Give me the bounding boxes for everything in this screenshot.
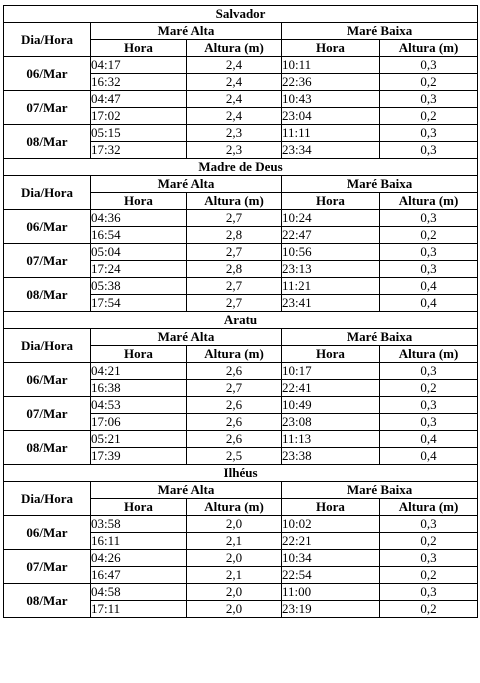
high-tide-height: 2,0: [187, 516, 282, 533]
high-tide-height: 2,0: [187, 601, 282, 618]
altura-header: Altura (m): [380, 346, 478, 363]
day-cell: 06/Mar: [4, 516, 91, 550]
tide-table: [3, 5, 478, 618]
high-tide-height: 2,4: [187, 57, 282, 74]
table-row: [4, 363, 478, 380]
high-tide-time: 04:17: [91, 57, 187, 74]
mare-alta-header: Maré Alta: [91, 329, 282, 346]
day-cell: 07/Mar: [4, 244, 91, 278]
table-row: [4, 516, 478, 533]
low-tide-time: 22:41: [282, 380, 380, 397]
table-row: [4, 125, 478, 142]
group-header-row: [4, 329, 478, 346]
high-tide-time: 05:15: [91, 125, 187, 142]
high-tide-time: 17:24: [91, 261, 187, 278]
high-tide-time: 04:26: [91, 550, 187, 567]
day-cell: 06/Mar: [4, 210, 91, 244]
low-tide-time: 23:34: [282, 142, 380, 159]
low-tide-height: 0,2: [380, 108, 478, 125]
day-cell: 08/Mar: [4, 584, 91, 618]
day-cell: 06/Mar: [4, 363, 91, 397]
high-tide-height: 2,5: [187, 448, 282, 465]
low-tide-time: 10:49: [282, 397, 380, 414]
low-tide-time: 11:00: [282, 584, 380, 601]
dia-hora-header: Dia/Hora: [4, 176, 91, 210]
high-tide-height: 2,6: [187, 414, 282, 431]
day-cell: 07/Mar: [4, 91, 91, 125]
low-tide-time: 11:21: [282, 278, 380, 295]
day-cell: 07/Mar: [4, 550, 91, 584]
high-tide-time: 17:06: [91, 414, 187, 431]
day-cell: 08/Mar: [4, 431, 91, 465]
high-tide-height: 2,7: [187, 380, 282, 397]
low-tide-height: 0,3: [380, 57, 478, 74]
altura-header: Altura (m): [187, 346, 282, 363]
low-tide-time: 10:02: [282, 516, 380, 533]
high-tide-time: 17:32: [91, 142, 187, 159]
low-tide-time: 10:43: [282, 91, 380, 108]
high-tide-time: 05:04: [91, 244, 187, 261]
high-tide-height: 2,1: [187, 533, 282, 550]
high-tide-height: 2,4: [187, 91, 282, 108]
mare-alta-header: Maré Alta: [91, 23, 282, 40]
table-row: [4, 397, 478, 414]
hora-header: Hora: [91, 40, 187, 57]
high-tide-time: 16:38: [91, 380, 187, 397]
low-tide-time: 10:11: [282, 57, 380, 74]
table-row: [4, 550, 478, 567]
low-tide-height: 0,3: [380, 125, 478, 142]
high-tide-time: 04:58: [91, 584, 187, 601]
hora-header: Hora: [91, 193, 187, 210]
high-tide-height: 2,6: [187, 363, 282, 380]
station-name: Salvador: [4, 6, 478, 23]
dia-hora-header: Dia/Hora: [4, 482, 91, 516]
mare-baixa-header: Maré Baixa: [282, 23, 478, 40]
high-tide-time: 04:21: [91, 363, 187, 380]
group-header-row: [4, 23, 478, 40]
group-header-row: [4, 176, 478, 193]
table-row: [4, 91, 478, 108]
hora-header: Hora: [91, 499, 187, 516]
mare-baixa-header: Maré Baixa: [282, 482, 478, 499]
low-tide-height: 0,3: [380, 91, 478, 108]
low-tide-height: 0,3: [380, 550, 478, 567]
high-tide-height: 2,7: [187, 295, 282, 312]
low-tide-height: 0,2: [380, 74, 478, 91]
low-tide-height: 0,3: [380, 210, 478, 227]
low-tide-time: 23:19: [282, 601, 380, 618]
low-tide-height: 0,3: [380, 414, 478, 431]
low-tide-height: 0,2: [380, 601, 478, 618]
high-tide-height: 2,4: [187, 74, 282, 91]
group-header-row: [4, 482, 478, 499]
hora-header: Hora: [282, 499, 380, 516]
mare-baixa-header: Maré Baixa: [282, 329, 478, 346]
high-tide-time: 17:11: [91, 601, 187, 618]
high-tide-height: 2,7: [187, 278, 282, 295]
day-cell: 08/Mar: [4, 125, 91, 159]
high-tide-time: 05:38: [91, 278, 187, 295]
station-title-row: [4, 159, 478, 176]
high-tide-height: 2,4: [187, 108, 282, 125]
station-title-row: [4, 465, 478, 482]
low-tide-height: 0,4: [380, 448, 478, 465]
low-tide-height: 0,4: [380, 278, 478, 295]
station-name: Madre de Deus: [4, 159, 478, 176]
low-tide-time: 22:36: [282, 74, 380, 91]
table-row: [4, 431, 478, 448]
altura-header: Altura (m): [380, 499, 478, 516]
day-cell: 08/Mar: [4, 278, 91, 312]
dia-hora-header: Dia/Hora: [4, 23, 91, 57]
low-tide-time: 23:13: [282, 261, 380, 278]
low-tide-time: 23:38: [282, 448, 380, 465]
low-tide-height: 0,2: [380, 533, 478, 550]
low-tide-time: 23:41: [282, 295, 380, 312]
high-tide-time: 17:54: [91, 295, 187, 312]
day-cell: 06/Mar: [4, 57, 91, 91]
low-tide-time: 10:17: [282, 363, 380, 380]
low-tide-height: 0,3: [380, 516, 478, 533]
altura-header: Altura (m): [380, 193, 478, 210]
station-title-row: [4, 312, 478, 329]
low-tide-height: 0,3: [380, 397, 478, 414]
altura-header: Altura (m): [187, 499, 282, 516]
station-name: Ilhéus: [4, 465, 478, 482]
low-tide-time: 10:56: [282, 244, 380, 261]
mare-alta-header: Maré Alta: [91, 482, 282, 499]
low-tide-time: 22:54: [282, 567, 380, 584]
low-tide-height: 0,3: [380, 244, 478, 261]
low-tide-height: 0,3: [380, 363, 478, 380]
low-tide-height: 0,3: [380, 584, 478, 601]
high-tide-time: 16:11: [91, 533, 187, 550]
high-tide-time: 16:54: [91, 227, 187, 244]
high-tide-height: 2,0: [187, 584, 282, 601]
low-tide-time: 23:04: [282, 108, 380, 125]
table-row: [4, 584, 478, 601]
low-tide-time: 22:21: [282, 533, 380, 550]
hora-header: Hora: [282, 193, 380, 210]
station-title-row: [4, 6, 478, 23]
station-name: Aratu: [4, 312, 478, 329]
low-tide-height: 0,3: [380, 142, 478, 159]
low-tide-time: 11:13: [282, 431, 380, 448]
table-row: [4, 57, 478, 74]
hora-header: Hora: [282, 346, 380, 363]
high-tide-time: 03:58: [91, 516, 187, 533]
high-tide-time: 04:47: [91, 91, 187, 108]
mare-alta-header: Maré Alta: [91, 176, 282, 193]
low-tide-height: 0,2: [380, 380, 478, 397]
high-tide-time: 17:39: [91, 448, 187, 465]
high-tide-time: 05:21: [91, 431, 187, 448]
low-tide-height: 0,4: [380, 295, 478, 312]
high-tide-height: 2,7: [187, 244, 282, 261]
altura-header: Altura (m): [380, 40, 478, 57]
low-tide-time: 11:11: [282, 125, 380, 142]
high-tide-height: 2,3: [187, 125, 282, 142]
high-tide-time: 04:53: [91, 397, 187, 414]
high-tide-height: 2,6: [187, 397, 282, 414]
low-tide-height: 0,4: [380, 431, 478, 448]
altura-header: Altura (m): [187, 193, 282, 210]
low-tide-height: 0,2: [380, 567, 478, 584]
table-row: [4, 278, 478, 295]
high-tide-time: 17:02: [91, 108, 187, 125]
table-row: [4, 210, 478, 227]
altura-header: Altura (m): [187, 40, 282, 57]
table-row: [4, 244, 478, 261]
high-tide-height: 2,7: [187, 210, 282, 227]
tide-table-document: [3, 5, 477, 618]
hora-header: Hora: [91, 346, 187, 363]
high-tide-time: 04:36: [91, 210, 187, 227]
low-tide-time: 10:24: [282, 210, 380, 227]
high-tide-height: 2,8: [187, 227, 282, 244]
high-tide-height: 2,6: [187, 431, 282, 448]
day-cell: 07/Mar: [4, 397, 91, 431]
low-tide-time: 23:08: [282, 414, 380, 431]
high-tide-time: 16:47: [91, 567, 187, 584]
high-tide-height: 2,3: [187, 142, 282, 159]
mare-baixa-header: Maré Baixa: [282, 176, 478, 193]
high-tide-height: 2,8: [187, 261, 282, 278]
low-tide-height: 0,3: [380, 261, 478, 278]
high-tide-time: 16:32: [91, 74, 187, 91]
dia-hora-header: Dia/Hora: [4, 329, 91, 363]
low-tide-time: 10:34: [282, 550, 380, 567]
high-tide-height: 2,1: [187, 567, 282, 584]
low-tide-height: 0,2: [380, 227, 478, 244]
hora-header: Hora: [282, 40, 380, 57]
high-tide-height: 2,0: [187, 550, 282, 567]
low-tide-time: 22:47: [282, 227, 380, 244]
